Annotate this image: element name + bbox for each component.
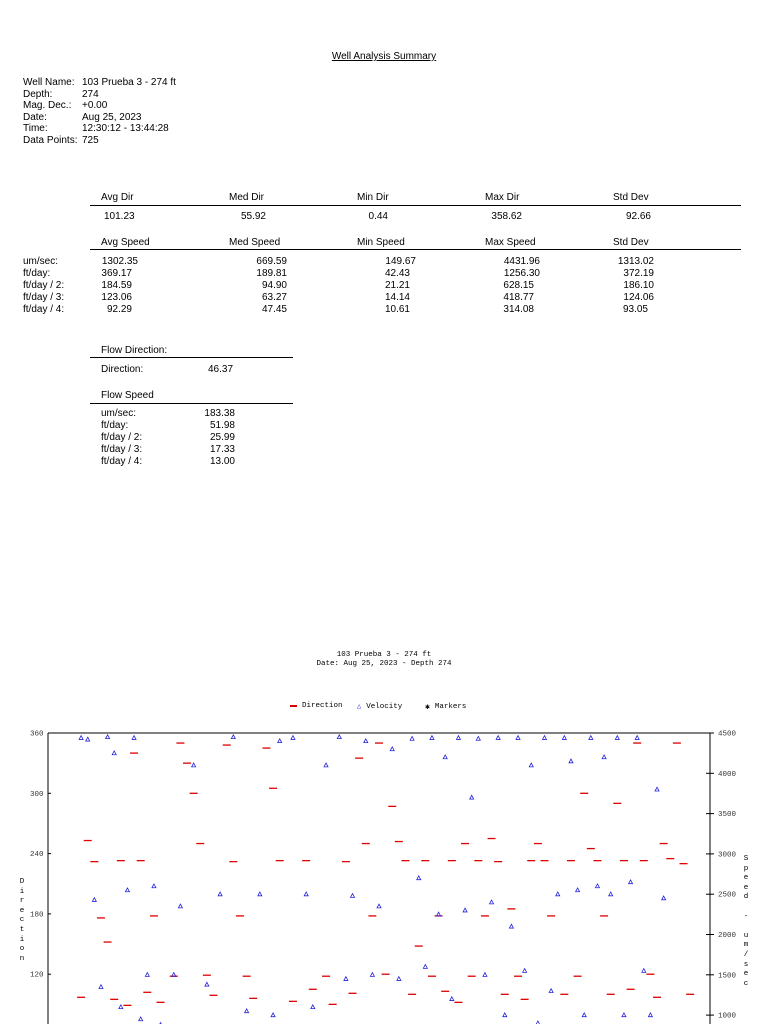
velocity-point — [337, 735, 341, 739]
well-name-row: Well Name: 103 Prueba 3 - 274 ft — [23, 77, 176, 88]
y-right-label-char: - — [743, 912, 749, 921]
dir-header-std: Std Dev — [613, 192, 649, 203]
velocity-point — [390, 747, 394, 751]
flow-speed-label-ft-day-2: ft/day / 2: — [101, 432, 143, 443]
velocity-point — [304, 892, 308, 896]
dir-header-min: Min Dir — [357, 192, 389, 203]
velocity-point — [278, 739, 282, 743]
direction-series — [77, 743, 694, 1005]
y-right-label-char: c — [743, 979, 749, 988]
velocity-point — [662, 896, 666, 900]
chart-subtitle: Date: Aug 25, 2023 - Depth 274 — [316, 660, 452, 668]
speed-header-med: Med Speed — [229, 237, 281, 248]
y-right-label-char: d — [743, 893, 749, 902]
velocity-point — [483, 973, 487, 977]
velocity-point — [106, 735, 110, 739]
flow-speed-label-ft-day: ft/day: — [101, 420, 129, 431]
velocity-point — [192, 763, 196, 767]
y-right-label-char: e — [743, 883, 749, 892]
velocity-point — [311, 1005, 315, 1009]
velocity-point — [615, 736, 619, 740]
velocity-point — [245, 1009, 249, 1013]
y-right-tick-label: 2000 — [718, 932, 737, 940]
time-row: Time: 12:30:12 - 13:44:28 — [23, 123, 169, 135]
y-right-label-char: S — [743, 855, 749, 863]
legend-direction: Direction — [290, 702, 343, 710]
velocity-point — [377, 904, 381, 908]
velocity-point — [112, 751, 116, 755]
y-right-label-char: u — [743, 931, 749, 940]
data-points-row: Data Points: 725 — [23, 134, 99, 146]
velocity-point — [576, 888, 580, 892]
velocity-point — [509, 924, 513, 928]
depth-row: Depth: 274 — [23, 88, 99, 100]
velocity-point — [556, 892, 560, 896]
velocity-point — [205, 982, 209, 986]
chart-axes — [30, 731, 737, 1024]
chart-title: 103 Prueba 3 - 274 ft — [336, 651, 432, 659]
flow-speed-label-ft-day-4: ft/day / 4: — [101, 456, 143, 467]
velocity-series — [79, 735, 666, 1024]
dir-value-max: 358.62 — [491, 211, 522, 222]
y-right-label-char — [742, 922, 750, 932]
velocity-point — [562, 736, 566, 740]
legend-markers: ✱ Markers — [425, 703, 467, 712]
y-right-label-char: / — [743, 950, 749, 959]
velocity-point — [351, 894, 355, 898]
flow-speed-value-um-sec: 183.38 — [204, 408, 235, 419]
y-right-tick-label: 1000 — [718, 1012, 737, 1021]
y-left-label-char: o — [19, 945, 25, 954]
speed-header-min: Min Speed — [357, 237, 405, 248]
y-left-label-char: n — [19, 954, 25, 963]
velocity-point — [258, 892, 262, 896]
velocity-point — [291, 736, 295, 740]
velocity-point — [642, 969, 646, 973]
velocity-point — [648, 1013, 652, 1017]
flow-speed-value-ft-day-3: 17.33 — [209, 444, 235, 455]
velocity-point — [443, 755, 447, 759]
velocity-point — [470, 795, 474, 799]
y-right-tick-label: 3000 — [718, 851, 737, 860]
flow-direction-value: 46.37 — [208, 364, 234, 375]
velocity-point — [178, 904, 182, 908]
y-left-label-char: i — [19, 887, 25, 896]
velocity-point — [119, 1005, 123, 1009]
velocity-point — [417, 876, 421, 880]
y-left-tick-label: 300 — [30, 790, 44, 799]
y-left-tick-label: 180 — [30, 911, 44, 920]
velocity-point — [635, 736, 639, 740]
velocity-point — [655, 787, 659, 791]
y-right-label-char: s — [743, 960, 749, 969]
velocity-point — [139, 1017, 143, 1021]
velocity-point — [423, 965, 427, 969]
dir-value-avg: 101.23 — [104, 211, 135, 222]
velocity-point — [125, 888, 129, 892]
y-right-tick-label: 4500 — [718, 730, 737, 739]
velocity-point — [324, 763, 328, 767]
velocity-point — [629, 880, 633, 884]
velocity-point — [450, 997, 454, 1001]
y-right-label-char: p — [743, 864, 749, 873]
speed-header-avg: Avg Speed — [101, 237, 150, 248]
velocity-point — [231, 735, 235, 739]
velocity-point — [152, 884, 156, 888]
velocity-point — [549, 989, 553, 993]
y-axis-right-label — [742, 855, 750, 989]
legend-velocity: △ Velocity — [357, 702, 403, 711]
markers-star-icon: ✱ — [425, 703, 430, 712]
velocity-point — [370, 973, 374, 977]
y-left-label-char: r — [19, 897, 25, 906]
flow-direction-label: Direction: — [101, 364, 144, 375]
velocity-point — [410, 736, 414, 740]
velocity-point — [86, 737, 90, 741]
velocity-point — [529, 763, 533, 767]
dir-value-min: 0.44 — [368, 211, 388, 222]
velocity-point — [595, 884, 599, 888]
y-right-tick-label: 2500 — [718, 891, 737, 900]
velocity-point — [622, 1013, 626, 1017]
mag-dec-row: Mag. Dec.: +0.00 — [23, 100, 108, 112]
y-left-tick-label: 360 — [30, 730, 44, 739]
velocity-point — [99, 985, 103, 989]
velocity-point — [490, 900, 494, 904]
velocity-point — [344, 977, 348, 981]
speed-header-std: Std Dev — [613, 237, 649, 248]
velocity-point — [132, 736, 136, 740]
velocity-point — [397, 977, 401, 981]
y-left-label-char: i — [19, 935, 25, 944]
velocity-point — [609, 892, 613, 896]
velocity-point — [582, 1013, 586, 1017]
y-right-tick-label: 4000 — [718, 770, 737, 779]
y-right-label-char: e — [743, 874, 749, 883]
velocity-point — [503, 1013, 507, 1017]
velocity-point — [430, 736, 434, 740]
velocity-point — [145, 973, 149, 977]
flow-direction-title: Flow Direction: — [101, 345, 168, 356]
y-left-label-char: D — [19, 878, 25, 886]
y-left-tick-label: 120 — [30, 971, 44, 980]
y-right-label-char — [742, 903, 750, 913]
y-left-label-char: t — [19, 925, 25, 934]
velocity-point — [516, 736, 520, 740]
velocity-triangle-icon: △ — [357, 703, 362, 711]
date-row: Date: Aug 25, 2023 — [23, 111, 142, 123]
velocity-point — [589, 736, 593, 740]
flow-speed-value-ft-day: 51.98 — [209, 420, 235, 431]
y-left-label-char: e — [19, 906, 25, 915]
velocity-point — [569, 759, 573, 763]
y-right-tick-label: 3500 — [718, 811, 737, 820]
velocity-point — [463, 908, 467, 912]
velocity-point — [523, 969, 527, 973]
speed-header-max: Max Speed — [485, 237, 536, 248]
flow-speed-label-ft-day-3: ft/day / 3: — [101, 444, 143, 455]
dir-header-max: Max Dir — [485, 192, 520, 203]
y-right-tick-label: 1500 — [718, 972, 737, 981]
velocity-point — [543, 736, 547, 740]
velocity-point — [79, 736, 83, 740]
dir-header-avg: Avg Dir — [101, 192, 134, 203]
y-left-tick-label: 240 — [30, 851, 44, 860]
velocity-point — [364, 739, 368, 743]
velocity-point — [476, 736, 480, 740]
flow-speed-label-um-sec: um/sec: — [101, 408, 137, 419]
velocity-point — [92, 898, 96, 902]
y-left-label-char: c — [19, 916, 25, 925]
y-right-label-char: e — [743, 970, 749, 979]
y-right-label-char: m — [743, 941, 749, 950]
velocity-point — [456, 736, 460, 740]
flow-speed-value-ft-day-4: 13.00 — [209, 456, 235, 467]
velocity-point — [271, 1013, 275, 1017]
flow-speed-title: Flow Speed — [101, 390, 154, 401]
dir-value-med: 55.92 — [240, 211, 266, 222]
dir-header-med: Med Dir — [229, 192, 265, 203]
velocity-point — [218, 892, 222, 896]
y-axis-left-label — [18, 878, 26, 964]
velocity-point — [496, 736, 500, 740]
dir-value-std: 92.66 — [625, 211, 651, 222]
velocity-point — [602, 755, 606, 759]
flow-speed-value-ft-day-2: 25.99 — [209, 432, 235, 443]
report-title: Well Analysis Summary — [331, 51, 437, 62]
